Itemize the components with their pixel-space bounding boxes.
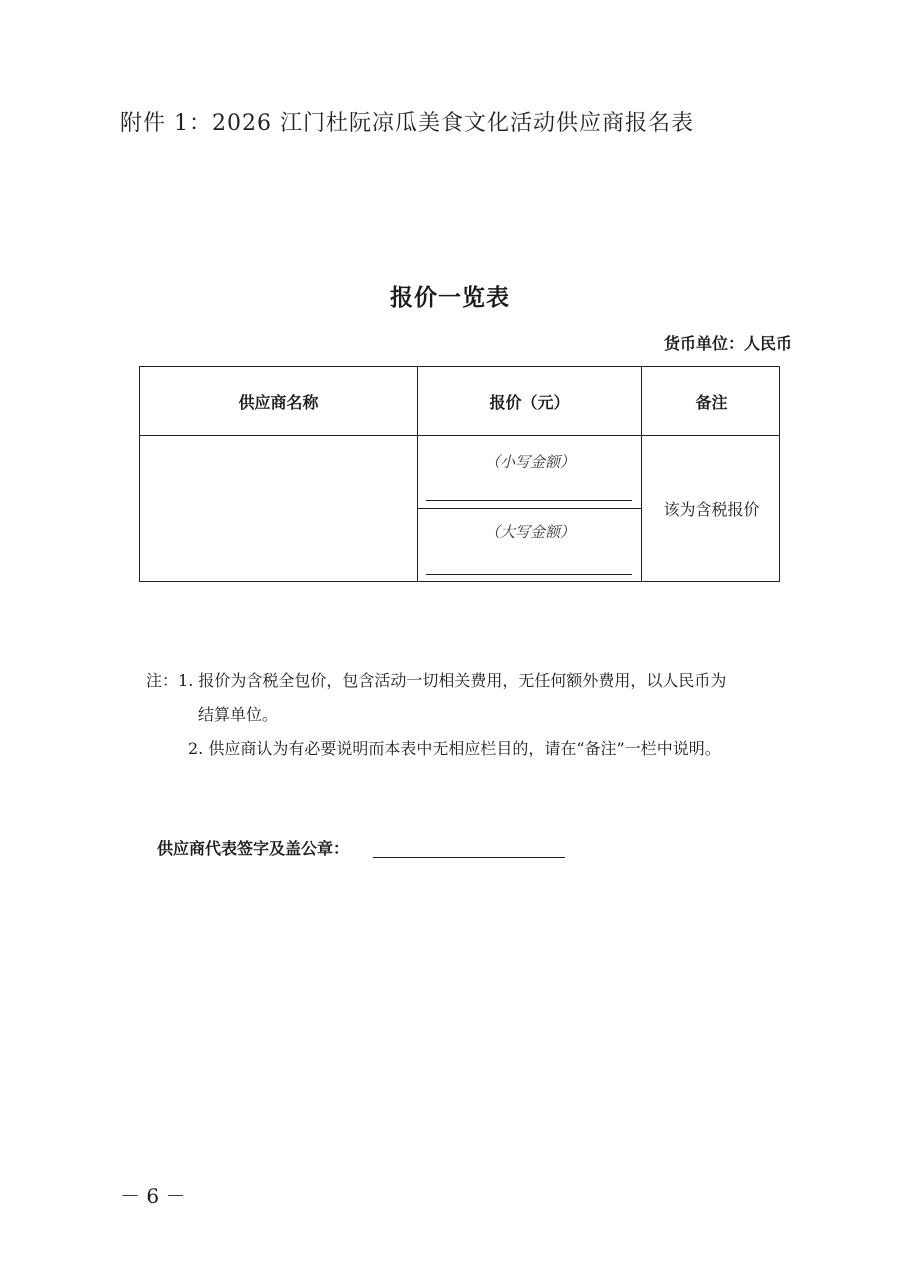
note-item-2: 2. 供应商认为有必要说明而本表中无相应栏目的，请在“备注”一栏中说明。 [188,739,721,758]
signature-field[interactable] [373,857,565,858]
header-remark: 备注 [695,392,728,412]
page-title: 报价一览表 [390,285,510,311]
note-item-1-text: 1. 报价为含税全包价，包含活动一切相关费用，无任何额外费用，以人民币为 [178,671,727,690]
notes-section [146,664,806,766]
signature-label: 供应商代表签字及盖公章： [157,839,350,858]
page-number: － 6 － [120,1184,186,1208]
note-item-1 [146,664,806,698]
header-supplier-name: 供应商名称 [238,392,319,412]
notes-prefix: 注： [146,671,179,690]
note-item-1-continued: 结算单位。 [198,705,279,724]
amount-upper-label: （大写金额） [484,523,575,541]
attachment-heading: 附件 1：2026 江门杜阮凉瓜美食文化活动供应商报名表 [120,111,694,136]
currency-unit: 货币单位：人民币 [663,334,792,353]
table-divider [417,508,641,509]
supplier-name-field[interactable] [140,436,417,581]
header-quote: 报价（元） [489,392,570,412]
remark-text: 该为含税报价 [663,499,760,519]
amount-lower-label: （小写金额） [484,453,575,471]
amount-upper-field[interactable] [426,574,632,575]
quote-table [139,366,780,582]
amount-lower-field[interactable] [426,500,632,501]
